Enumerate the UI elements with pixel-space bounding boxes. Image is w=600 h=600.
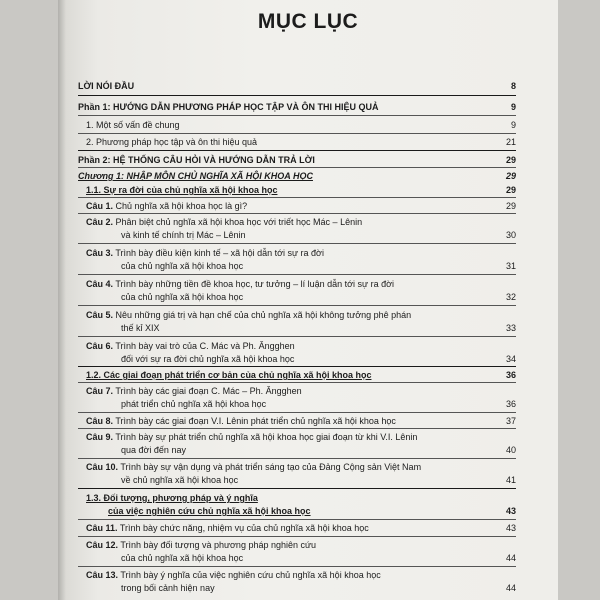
toc-entry-question bbox=[86, 200, 516, 212]
toc-entry bbox=[86, 119, 516, 131]
entry-text-line2: của chủ nghĩa xã hội khoa học bbox=[121, 261, 244, 271]
toc-entry-question-cont bbox=[86, 398, 516, 410]
entry-text: Phân biệt chủ nghĩa xã hội khoa học với triết học Mác – Lênin bbox=[115, 217, 363, 227]
page-number: 36 bbox=[505, 399, 516, 409]
entry-text: Trình bày đối tượng và phương pháp nghiên cứu bbox=[120, 540, 317, 550]
question-label: Câu 3. bbox=[86, 248, 114, 258]
page-number: 41 bbox=[505, 475, 516, 485]
divider bbox=[78, 150, 516, 151]
divider bbox=[78, 213, 516, 214]
page-number: 29 bbox=[505, 171, 516, 181]
question-label: Câu 6. bbox=[86, 341, 114, 351]
entry-text: Trình bày ý nghĩa của việc nghiên cứu chủ nghĩa xã hội khoa học bbox=[120, 570, 381, 580]
entry-text-line2: thế kỉ XIX bbox=[121, 323, 160, 333]
page-number: 29 bbox=[505, 155, 516, 165]
toc-entry-question bbox=[86, 340, 502, 352]
toc-entry-section-cont bbox=[86, 505, 516, 517]
entry-text: Chủ nghĩa xã hội khoa học là gì? bbox=[115, 201, 248, 211]
page-number: 9 bbox=[510, 102, 516, 112]
question-label: Câu 8. bbox=[86, 416, 114, 426]
entry-text: Nêu những giá trị và hạn chế của chủ nghĩa xã hội không tưởng phê phán bbox=[115, 310, 412, 320]
toc-entry-question bbox=[86, 216, 502, 228]
entry-text: Chương 1: NHẬP MÔN CHỦ NGHĨA XÃ HỘI KHOA HỌC bbox=[78, 171, 313, 181]
divider bbox=[78, 197, 516, 198]
page-title: MỤC LỤC bbox=[257, 10, 359, 33]
toc-entry-question bbox=[86, 247, 502, 259]
question-label: Câu 10. bbox=[86, 462, 119, 472]
entry-text: Trình bày các giai đoạn C. Mác – Ph. Ăngghen bbox=[115, 386, 302, 396]
toc-entry-question bbox=[86, 522, 516, 534]
divider bbox=[78, 95, 516, 96]
divider bbox=[78, 382, 516, 383]
toc-entry-question-cont bbox=[86, 474, 516, 486]
entry-text: Phần 2: HỆ THỐNG CÂU HỎI VÀ HƯỚNG DẪN TRẢ LỜI bbox=[78, 155, 315, 165]
page-number: 43 bbox=[505, 523, 516, 533]
entry-text: 1. Một số vấn đề chung bbox=[86, 120, 180, 130]
toc-entry-part-1 bbox=[78, 101, 516, 113]
entry-text-line2: của việc nghiên cứu chủ nghĩa xã hội khoa học bbox=[108, 506, 311, 516]
toc-entry-part-2 bbox=[78, 154, 516, 166]
toc-entry-question-cont bbox=[86, 552, 516, 564]
toc-entry-section bbox=[86, 184, 516, 196]
page-number: 31 bbox=[505, 261, 516, 271]
question-label: Câu 11. bbox=[86, 523, 118, 533]
page-number: 43 bbox=[505, 506, 516, 516]
toc-entry-question-cont bbox=[86, 582, 516, 594]
page-number: 8 bbox=[510, 81, 516, 91]
toc-entry-section bbox=[86, 492, 502, 504]
divider bbox=[78, 133, 516, 134]
toc-entry-question bbox=[86, 461, 502, 473]
entry-text-line2: của chủ nghĩa xã hội khoa học bbox=[121, 292, 244, 302]
divider bbox=[78, 305, 516, 306]
toc-entry-section bbox=[86, 369, 516, 381]
toc-entry-question bbox=[86, 415, 516, 427]
question-label: Câu 9. bbox=[86, 432, 114, 442]
entry-text-line2: về chủ nghĩa xã hội khoa học bbox=[121, 475, 239, 485]
toc-entry-question-cont bbox=[86, 322, 516, 334]
page-number: 32 bbox=[505, 292, 516, 302]
entry-text: Trình bày vai trò của C. Mác và Ph. Ăngghen bbox=[115, 341, 295, 351]
toc-entry-question-cont bbox=[86, 353, 516, 365]
question-label: Câu 1. bbox=[86, 201, 114, 211]
page-number: 29 bbox=[505, 185, 516, 195]
page-number: 40 bbox=[505, 445, 516, 455]
page-number: 33 bbox=[505, 323, 516, 333]
question-label: Câu 13. bbox=[86, 570, 119, 580]
entry-text: Trình bày sự phát triển chủ nghĩa xã hội khoa học giai đoạn từ khi V.I. Lênin bbox=[115, 432, 418, 442]
divider bbox=[78, 115, 516, 116]
toc-entry-question-cont bbox=[86, 229, 516, 241]
divider bbox=[78, 167, 516, 168]
question-label: Câu 4. bbox=[86, 279, 114, 289]
entry-text: LỜI NÓI ĐẦU bbox=[78, 81, 135, 91]
page-number: 37 bbox=[505, 416, 516, 426]
entry-text-line2: qua đời đến nay bbox=[121, 445, 186, 455]
toc-entry-question bbox=[86, 309, 502, 321]
divider bbox=[78, 458, 516, 459]
divider bbox=[78, 428, 516, 429]
page-number: 9 bbox=[510, 120, 516, 130]
divider bbox=[78, 243, 516, 244]
divider bbox=[78, 519, 516, 520]
toc-entry-question bbox=[86, 431, 502, 443]
toc-entry-question-cont bbox=[86, 444, 516, 456]
toc-entry-question bbox=[86, 539, 502, 551]
toc-entry-question bbox=[86, 385, 502, 397]
divider bbox=[78, 536, 516, 537]
page-number: 44 bbox=[505, 583, 516, 593]
question-label: Câu 5. bbox=[86, 310, 114, 320]
page-number: 30 bbox=[505, 230, 516, 240]
divider bbox=[78, 274, 516, 275]
toc-entry-question bbox=[86, 569, 502, 581]
entry-text: Trình bày chức năng, nhiệm vụ của chủ nghĩa xã hội khoa học bbox=[119, 523, 369, 533]
page-gutter-shadow bbox=[58, 0, 66, 600]
divider bbox=[78, 566, 516, 567]
divider bbox=[78, 336, 516, 337]
entry-text-line2: của chủ nghĩa xã hội khoa học bbox=[121, 553, 244, 563]
entry-text-line2: và kinh tế chính trị Mác – Lênin bbox=[121, 230, 246, 240]
book-page bbox=[58, 0, 558, 600]
page-number: 44 bbox=[505, 553, 516, 563]
page-number: 36 bbox=[505, 370, 516, 380]
divider bbox=[78, 366, 516, 367]
entry-text: 2. Phương pháp học tập và ôn thi hiệu quả bbox=[86, 137, 258, 147]
page-number: 21 bbox=[505, 137, 516, 147]
question-label: Câu 2. bbox=[86, 217, 114, 227]
divider bbox=[78, 488, 516, 489]
toc-entry bbox=[86, 136, 516, 148]
entry-text: Phần 1: HƯỚNG DẪN PHƯƠNG PHÁP HỌC TẬP VÀ ÔN THI HIỆU QUẢ bbox=[78, 102, 379, 112]
question-label: Câu 7. bbox=[86, 386, 114, 396]
entry-text: Trình bày những tiền đề khoa học, tư tưởng – lí luận dẫn tới sự ra đời bbox=[115, 279, 394, 289]
entry-text: 1.2. Các giai đoạn phát triển cơ bản của chủ nghĩa xã hội khoa học bbox=[86, 370, 372, 380]
entry-text: 1.3. Đối tượng, phương pháp và ý nghĩa bbox=[86, 493, 258, 503]
entry-text-line2: phát triển chủ nghĩa xã hội khoa học bbox=[121, 399, 267, 409]
toc-entry-question bbox=[86, 278, 502, 290]
entry-text-line2: trong bối cảnh hiện nay bbox=[121, 583, 215, 593]
entry-text: Trình bày các giai đoạn V.I. Lênin phát triển chủ nghĩa xã hội khoa học bbox=[115, 416, 396, 426]
entry-text: Trình bày sự vận dụng và phát triển sáng tạo của Đảng Cộng sản Việt Nam bbox=[120, 462, 422, 472]
page-number: 34 bbox=[505, 354, 516, 364]
toc-entry-preface bbox=[78, 80, 516, 92]
toc-entry-chapter-1 bbox=[78, 170, 516, 182]
divider bbox=[78, 412, 516, 413]
question-label: Câu 12. bbox=[86, 540, 119, 550]
toc-entry-question-cont bbox=[86, 260, 516, 272]
toc-entry-question-cont bbox=[86, 291, 516, 303]
entry-text: 1.1. Sự ra đời của chủ nghĩa xã hội khoa học bbox=[86, 185, 278, 195]
entry-text: Trình bày điều kiện kinh tế – xã hội dẫn tới sự ra đời bbox=[115, 248, 324, 258]
entry-text-line2: đối với sự ra đời chủ nghĩa xã hội khoa học bbox=[121, 354, 295, 364]
page-number: 29 bbox=[505, 201, 516, 211]
